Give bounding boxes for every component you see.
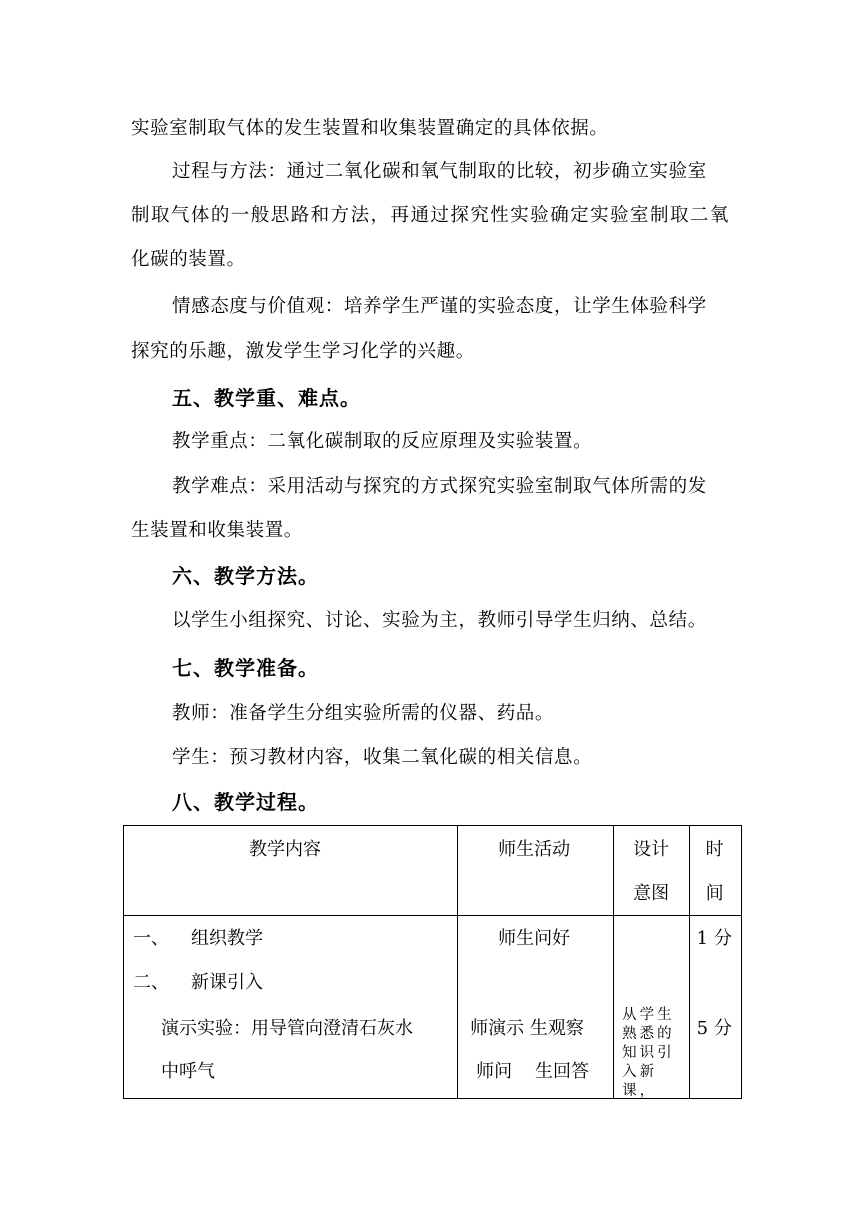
paragraph-line: 探究的乐趣，激发学生学习化学的兴趣。 [131,341,475,362]
paragraph-line: 制取气体的一般思路和方法，再通过探究性实验确定实验室制取二氧 [131,205,729,226]
activity-cell [458,916,614,1099]
header-cell-content [124,826,458,916]
time-cell [689,916,741,1099]
teacher-prep-text: 教师：准备学生分组实验所需的仪器、药品。 [172,703,555,724]
student-prep-text: 学生：预习教材内容，收集二氧化碳的相关信息。 [172,747,593,768]
teaching-process-table [123,825,742,1099]
demo-text: 中呼气 [161,1061,215,1082]
activity-ask: 师问 生回答 [476,1061,590,1082]
time-value: 1 分 [696,928,732,949]
difficulty-text: 教学难点：采用活动与探究的方式探究实验室制取气体所需的发 [172,476,707,497]
paragraph-line: 情感态度与价值观：培养学生严谨的实验态度，让学生体验科学 [172,296,707,317]
header-cell-activity [458,826,614,916]
header-content-label: 教学内容 [249,839,321,860]
header-cell-design [614,826,689,916]
header-time-label: 间 [705,883,724,904]
header-design-label: 设计 [633,839,670,860]
paragraph-line: 实验室制取气体的发生装置和收集装置确定的具体依据。 [131,118,609,139]
header-activity-label: 师生活动 [498,839,571,860]
header-cell-time [689,826,741,916]
section-heading-6: 六、教学方法。 [172,564,319,588]
table-row [124,916,742,1099]
item-text: 组织教学 [191,928,263,949]
demo-text: 演示实验：用导管向澄清石灰水 [161,1018,413,1039]
header-design-label: 意图 [633,883,670,904]
section-heading-7: 七、教学准备。 [172,656,319,680]
content-cell [124,916,458,1099]
time-value: 5 分 [696,1018,732,1039]
section-heading-5: 五、教学重、难点。 [172,386,361,410]
header-time-label: 时 [705,839,724,860]
key-point-text: 教学重点：二氧化碳制取的反应原理及实验装置。 [172,431,593,452]
design-cell [614,916,689,1099]
paragraph-line: 过程与方法：通过二氧化碳和氧气制取的比较，初步确立实验室 [172,161,707,182]
activity-demo: 师演示 生观察 [470,1018,584,1039]
activity-greet: 师生问好 [498,928,571,949]
method-text: 以学生小组探究、讨论、实验为主，教师引导学生归纳、总结。 [172,610,707,631]
item-text: 新课引入 [191,972,263,993]
table-header-row [124,826,742,916]
paragraph-line: 化碳的装置。 [131,249,246,270]
item-number: 二、 [133,972,169,993]
section-heading-8: 八、教学过程。 [172,790,319,814]
item-number: 一、 [133,928,169,949]
design-intent-text: 从学生熟悉的知识引入新课， [622,1007,675,1099]
difficulty-text: 生装置和收集装置。 [131,520,303,541]
